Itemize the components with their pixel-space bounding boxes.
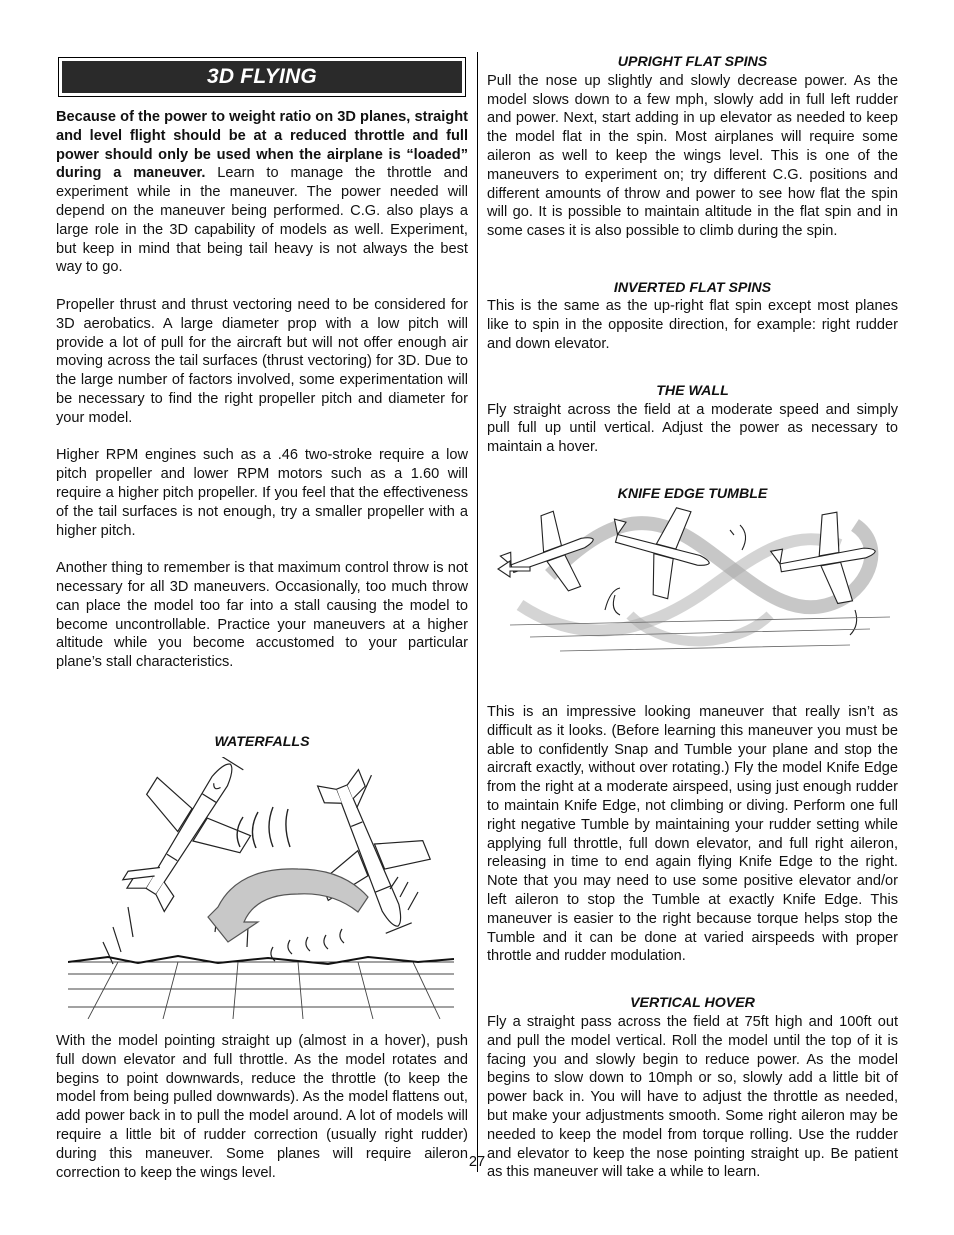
upright-flat-spins-heading: UPRIGHT FLAT SPINS xyxy=(617,54,768,70)
page-number: 27 xyxy=(468,1154,486,1170)
knife-edge-tumble-heading: KNIFE EDGE TUMBLE xyxy=(617,485,768,502)
rpm-paragraph: Higher RPM engines such as a .46 two-stroke require a low pitch propeller and lower RPM motors such as a 1.60 will require a higher pitch propeller. If you feel that the effectiveness of the tail surfaces is not enough, try a smaller propeller with a higher pitch. xyxy=(56,447,468,539)
waterfalls-heading: WATERFALLS xyxy=(214,734,310,750)
tumble-plane-1 xyxy=(492,505,607,609)
waterfalls-text: With the model pointing straight up (almost in a hover), push full down elevator and full throttle. As the model rotates and begins to point downwards, reduce the throttle (to keep the model from being pulled downwards). As the model flattens out, add power back in to pull the model around. A lot of models will require a little bit of rudder correction (usually right rudder) during this maneuver. Some planes will require aileron correction to keep the wings level. xyxy=(56,1033,468,1181)
waterfalls-heading-wrap xyxy=(56,733,468,752)
vertical-hover-heading: VERTICAL HOVER xyxy=(630,995,755,1012)
control-throw-paragraph: Another thing to remember is that maximum control throw is not necessary for all 3D maneuvers. Occasionally, too much throw can place the model too far into a stall causing the model to become uncontrollable. Practice your maneuvers at a higher altitude while you become accustomed to your particular plane’s stall characteristics. xyxy=(56,560,468,671)
intro-bold-text: Because of the power to weight ratio on 3D planes, straight and level flight should be at a reduced throttle and full power should only be used when the airplane is “loaded” during a maneuver. xyxy=(56,109,468,182)
intro-paragraph xyxy=(56,108,468,277)
section-title-box xyxy=(58,57,466,97)
knife-edge-tumble-illustration xyxy=(490,505,898,657)
section-title: 3D FLYING xyxy=(207,65,317,88)
right-column-bottom xyxy=(487,703,898,1182)
upright-flat-spins-text: Pull the nose up slightly and slowly decrease power. As the model slows down to a few mph, slowly add in full left rudder and power. Next, start adding in up elevator as needed to keep the model flat in the spin. Most airplanes will require some aileron as well to keep the wings level. This is one of the maneuvers to experiment on; try different C.G. positions and different amounts of throw and power to see how flat the spin will go. It is possible to maintain altitude in the flat spin and in some cases it is also possible to climb during the spin. xyxy=(487,72,898,240)
waterfalls-plane-right xyxy=(287,757,450,948)
vertical-hover-text: Fly a straight pass across the field at 75ft high and 100ft out and pull the model vertical. Roll the model until the top of it is facing you and slowly begin to reduce power. As the model begins to slow down to 10mph or so, slowly add a little bit of power back in. You will have to adjust the throttle as needed, but make your adjustments smooth. Some right aileron may be needed to keep the model from torque rolling. Use the rudder and elevator to keep the nose pointing straight up. Be patient as this maneuver will take a while to learn. xyxy=(487,1013,898,1181)
intro-text: Learn to manage the throttle and experiment while in the maneuver. The power needed will depend on the maneuver being performed. C.G. also plays a large role in the 3D capability of models as well. Experiment, but keep in mind that being tail heavy is not always the best way to go. xyxy=(56,165,468,276)
right-column-top xyxy=(487,53,898,504)
inverted-flat-spins-heading: INVERTED FLAT SPINS xyxy=(613,279,772,296)
column-divider xyxy=(477,52,478,1172)
the-wall-heading: THE WALL xyxy=(656,382,729,399)
knife-edge-tumble-text: This is an impressive looking maneuver that really isn’t as difficult as it looks. (Before learning this maneuver you must be able to confidently Snap and Tumble your plane and stop the aircraft exactly, without over rotating.) Fly the model Knife Edge from the right at a moderate airspeed, using just enough rudder to maintain Knife Edge, not climbing or diving. Perform one full right negative Tumble by maintaining your rudder setting while applying full throttle, full down elevator, and full right aileron, releasing in time to end again flying Knife Edge to the right. Note that you may need to use some positive elevator and/or left aileron to stop the Tumble at exactly Knife Edge. This maneuver is easier to the right because torque helps stop the Tumble and it can be done at varied airspeeds with proper throttle and rudder modulation. xyxy=(487,704,898,965)
propeller-paragraph: Propeller thrust and thrust vectoring need to be considered for 3D aerobatics. A large diameter prop with a low pitch will provide a lot of pull for the aircraft but will not offer enough air moving across the tail surfaces (thrust vectoring) for 3D. Due to the large number of factors involved, some experimentation will be necessary to find the right propeller pitch and diameter for your model. xyxy=(56,296,468,426)
left-column xyxy=(56,108,468,672)
inverted-flat-spins-text: This is the same as the up-right flat spin except most planes like to spin in the opposite direction, for example: right rudder and down elevator. xyxy=(487,298,898,352)
section-title-banner xyxy=(62,61,462,93)
waterfalls-illustration xyxy=(68,757,454,1019)
the-wall-text: Fly straight across the field at a moderate speed and simply pull full up until vertical. Adjust the power as necessary to maintain a hover. xyxy=(487,401,898,456)
